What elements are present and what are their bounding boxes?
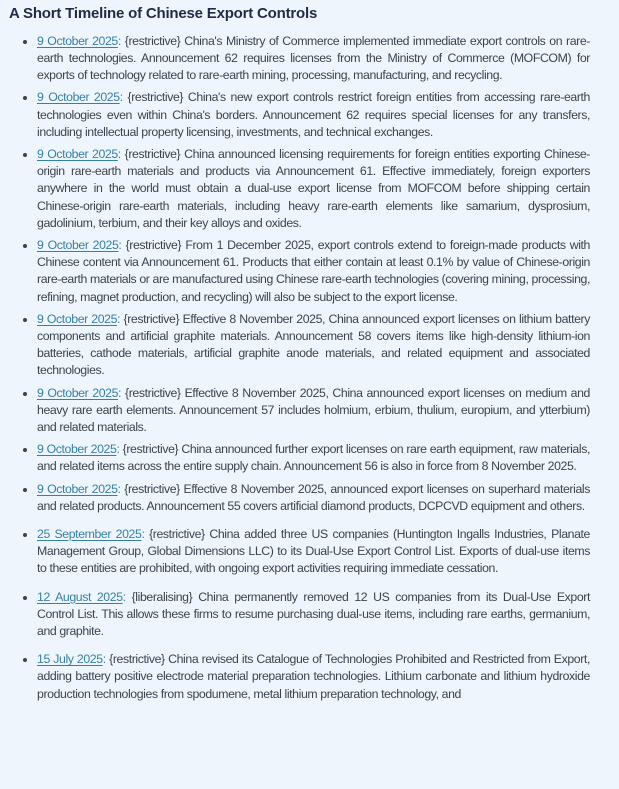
date-separator: : bbox=[117, 481, 121, 496]
policy-tag: {restrictive} bbox=[125, 385, 181, 400]
policy-tag: {restrictive} bbox=[124, 33, 181, 48]
date-link[interactable]: 9 October 2025 bbox=[37, 481, 118, 496]
policy-tag: {restrictive} bbox=[122, 442, 179, 457]
item-text: China's new export controls restrict foreign entities from accessing rare-earth technologies even within China's borders. Announcement 62 requires special licenses for any transfers, including intellectual property licensing, investments, and technical exchanges. bbox=[37, 90, 590, 139]
item-text: China revised its Catalogue of Technologies Prohibited and Restricted from Export, adding battery positive electrode material preparation technologies. Lithium carbonate and lithium hydroxide production technologies from spodumene, metal lithium preparation technology, and bbox=[37, 652, 590, 701]
item-text: Effective 8 November 2025, announced export licenses on superhard materials and related products. Announcement 55 covers artificial diamond products, DCPCVD equipment and others. bbox=[37, 481, 590, 513]
timeline-item bbox=[37, 146, 590, 232]
date-link[interactable]: 25 September 2025 bbox=[37, 527, 142, 542]
date-separator: : bbox=[122, 589, 126, 604]
policy-tag: {restrictive} bbox=[149, 527, 205, 542]
date-separator: : bbox=[102, 652, 106, 667]
date-separator: : bbox=[117, 146, 121, 161]
date-link[interactable]: 9 October 2025 bbox=[37, 237, 119, 252]
date-separator: : bbox=[118, 385, 122, 400]
date-separator: : bbox=[141, 527, 145, 542]
date-link[interactable]: 12 August 2025 bbox=[37, 589, 123, 604]
date-link[interactable]: 9 October 2025 bbox=[37, 385, 119, 400]
timeline-item bbox=[37, 311, 590, 380]
policy-tag: {liberalising} bbox=[131, 589, 193, 604]
item-text: Effective 8 November 2025, China announced export licenses on lithium battery components and artificial graphite materials. Announcement 58 covers items like high-density lithium-ion batteries, cathode materials, artificial graphite anode materials, and related equipment and associated technologies. bbox=[37, 311, 590, 378]
timeline-item bbox=[37, 481, 590, 515]
policy-tag: {restrictive} bbox=[123, 311, 180, 326]
policy-tag: {restrictive} bbox=[109, 652, 165, 667]
date-separator: : bbox=[117, 33, 121, 48]
timeline-item bbox=[37, 441, 590, 475]
date-link[interactable]: 9 October 2025 bbox=[37, 33, 118, 48]
date-link[interactable]: 9 October 2025 bbox=[37, 90, 120, 105]
timeline-item bbox=[37, 237, 590, 306]
date-link[interactable]: 15 July 2025 bbox=[37, 652, 103, 667]
date-link[interactable]: 9 October 2025 bbox=[37, 311, 118, 326]
item-text: China permanently removed 12 US companies from its Dual-Use Export Control List. This allows these firms to resume purchasing dual-use items, including rare earths, germanium, and graphite. bbox=[37, 589, 590, 639]
timeline-item bbox=[37, 651, 590, 703]
item-text: Effective 8 November 2025, China announced export licenses on medium and heavy rare earth elements. Announcement 57 includes holmium, erbium, thulium, europium, and ytterbium) and related materials. bbox=[37, 385, 590, 435]
item-text: China added three US companies (Huntington Ingalls Industries, Planate Management Group, Global Dimensions LLC) to its Dual-Use Export Control List. Exports of dual-use items to these entities are prohibited, with ongoing export activities requiring immediate cessation. bbox=[37, 527, 590, 576]
timeline-item bbox=[37, 385, 590, 437]
timeline-item bbox=[37, 89, 590, 141]
page-title: A Short Timeline of Chinese Export Controls bbox=[9, 5, 318, 22]
policy-tag: {restrictive} bbox=[127, 90, 184, 105]
item-text: China announced further export licenses on rare earth equipment, raw materials, and related items across the entire supply chain. Announcement 56 is also in force from 8 November 2025. bbox=[37, 442, 590, 474]
timeline-item bbox=[37, 526, 590, 578]
policy-tag: {restrictive} bbox=[124, 146, 181, 161]
date-link[interactable]: 9 October 2025 bbox=[37, 146, 118, 161]
date-separator: : bbox=[116, 442, 120, 457]
item-text: From 1 December 2025, export controls extend to foreign-made products with Chinese content via Announcement 61. Products that either contain at least 0.1% by value of Chinese-origin rare-earth materials or are manufactured using Chinese rare-earth technologies (covering mining, processing, refining, magnet production, and recycling) will also be subject to the export license. bbox=[37, 237, 590, 304]
policy-tag: {restrictive} bbox=[124, 481, 180, 496]
policy-tag: {restrictive} bbox=[125, 237, 182, 252]
item-text: China announced licensing requirements for foreign entities exporting Chinese-origin rare-earth materials and products via Announcement 61. Effective immediately, foreign exporters anywhere in the world must obtain a dual-use export license from MOFCOM before shipping certain Chinese-origin rare-earth materials, including heavy rare-earth elements like samarium, dysprosium, gadolinium, terbium, and their key alloys and oxides. bbox=[37, 146, 590, 230]
timeline-item bbox=[37, 589, 590, 641]
timeline-list bbox=[9, 33, 590, 703]
item-text: China's Ministry of Commerce implemented immediate export controls on rare-earth technologies. Announcement 62 requires licenses from the Ministry of Commerce (MOFCOM) for exports of technology related to rare-earth mining, processing, manufacturing, and recycling. bbox=[37, 33, 590, 83]
date-link[interactable]: 9 October 2025 bbox=[37, 442, 117, 457]
date-separator: : bbox=[118, 237, 122, 252]
timeline-item bbox=[37, 33, 590, 85]
date-separator: : bbox=[117, 311, 121, 326]
date-separator: : bbox=[119, 90, 123, 105]
